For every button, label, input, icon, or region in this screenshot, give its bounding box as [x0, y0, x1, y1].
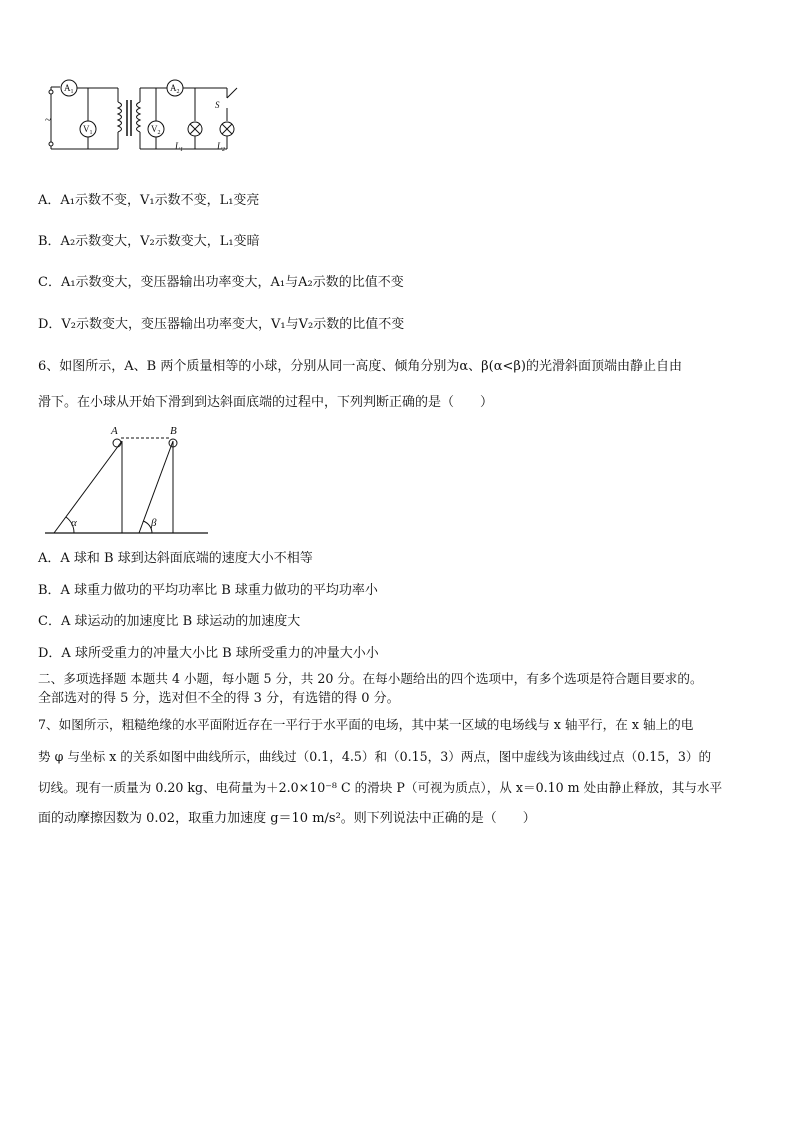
section2-heading-line2: 全部选对的得 5 分，选对但不全的得 3 分，有选错的得 0 分。: [38, 691, 400, 706]
q5-option-a: A．A₁示数不变，V₁示数不变，L₁变亮: [38, 193, 260, 208]
q7-stem-line1: 7、如图所示，粗糙绝缘的水平面附近存在一平行于水平面的电场，其中某一区域的电场线与 x 轴平行，在 x 轴上的电: [38, 717, 694, 732]
switch-label: S: [215, 100, 220, 110]
q6-option-b: B．A 球重力做功的平均功率比 B 球重力做功的平均功率小: [38, 583, 378, 598]
lamp-l1-label: $L_1$: [175, 141, 184, 153]
ball-a-label: A: [111, 425, 118, 437]
q5-option-d: D．V₂示数变大，变压器输出功率变大，V₁与V₂示数的比值不变: [38, 317, 405, 332]
section2-heading-line1: 二、多项选择题 本题共 4 小题，每小题 5 分，共 20 分。在每小题给出的四个选项中，有多个选项是符合题目要求的。: [38, 671, 703, 686]
voltmeter-v2-label: $V_2$: [151, 124, 161, 136]
q7-stem-line3: 切线。现有一质量为 0.20 kg、电荷量为＋2.0×10⁻⁸ C 的滑块 P（可视为质点），从 x＝0.10 m 处由静止释放，其与水平: [38, 780, 723, 795]
q6-option-a: A．A 球和 B 球到达斜面底端的速度大小不相等: [38, 551, 313, 566]
q6-stem-line1: 6、如图所示，A、B 两个质量相等的小球，分别从同一高度、倾角分别为α、β(α<β)的光滑斜面顶端由静止自由: [38, 359, 682, 374]
ball-b-label: B: [170, 425, 177, 437]
angle-alpha-label: α: [71, 517, 77, 529]
q7-stem-line4: 面的动摩擦因数为 0.02，取重力加速度 g＝10 m/s²。则下列说法中正确的是（ ）: [38, 811, 536, 826]
ac-source-symbol: ~: [45, 114, 51, 126]
q6-option-c: C．A 球运动的加速度比 B 球运动的加速度大: [38, 614, 301, 629]
q7-stem-line2: 势 φ 与坐标 x 的关系如图中曲线所示，曲线过（0.1，4.5）和（0.15，3）两点，图中虚线为该曲线过点（0.15，3）的: [38, 749, 712, 764]
transformer-circuit-figure: [40, 78, 255, 158]
q6-option-d: D．A 球所受重力的冲量大小比 B 球所受重力的冲量大小小: [38, 646, 379, 661]
inclined-planes-figure: [40, 420, 215, 540]
q5-option-c: C．A₁示数变大，变压器输出功率变大，A₁与A₂示数的比值不变: [38, 275, 404, 290]
lamp-l2-label: $L_2$: [217, 141, 226, 153]
angle-beta-label: β: [151, 517, 157, 529]
ammeter-a2-label: $A_2$: [170, 83, 180, 95]
ammeter-a1-label: $A_1$: [64, 83, 74, 95]
q6-stem-line2: 滑下。在小球从开始下滑到到达斜面底端的过程中，下列判断正确的是（ ）: [38, 395, 494, 410]
voltmeter-v1-label: $V_1$: [83, 124, 93, 136]
q5-option-b: B．A₂示数变大，V₂示数变大，L₁变暗: [38, 234, 260, 249]
